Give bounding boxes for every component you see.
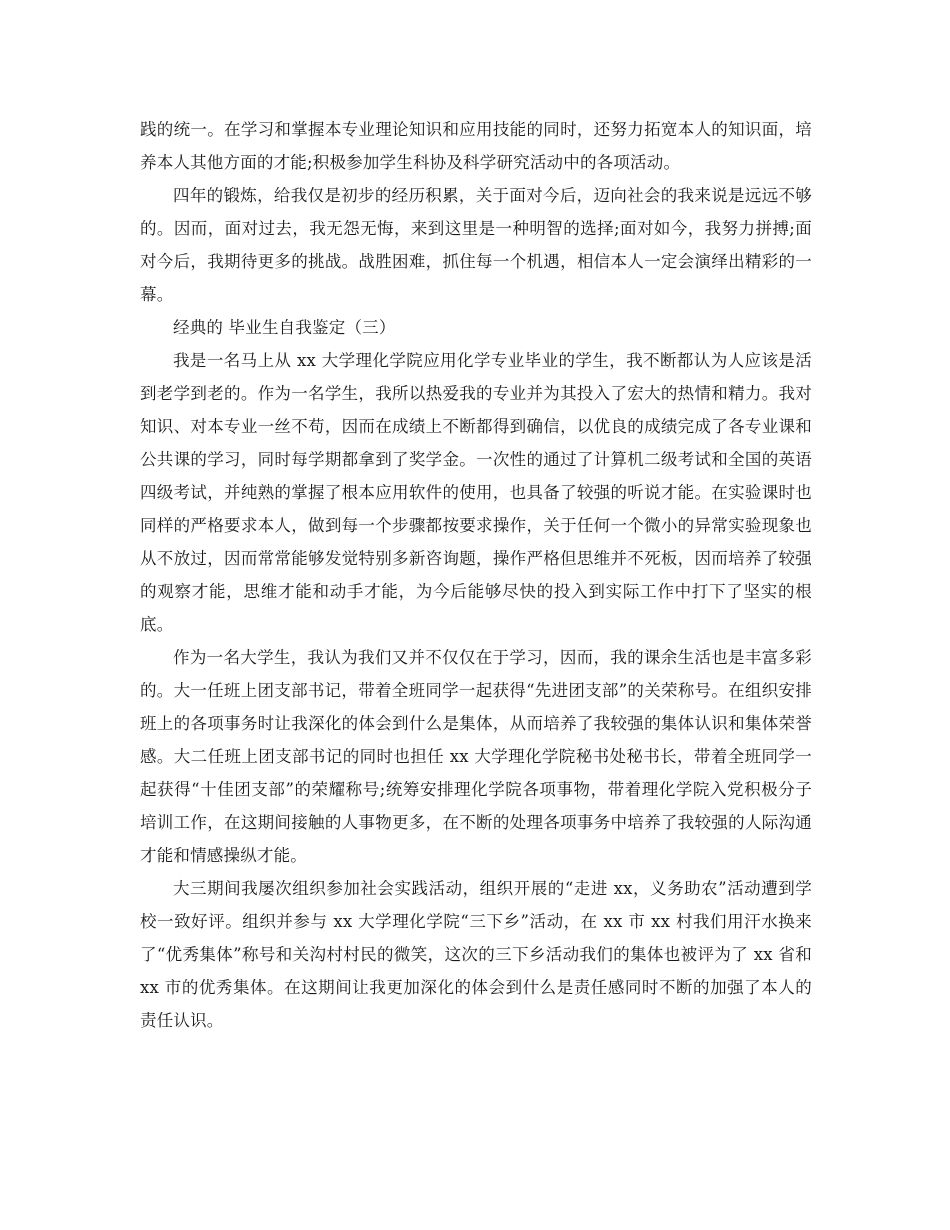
paragraph-continuation: 践的统一。在学习和掌握本专业理论知识和应用技能的同时，还努力拓宽本人的知识面，培养本人其他方面的才能;积极参加学生科协及科学研究活动中的各项活动。 (140, 120, 812, 172)
paragraph: 我是一名马上从 xx 大学理化学院应用化学专业毕业的学生，我不断都认为人应该是活到老学到老的。作为一名学生，我所以热爱我的专业并为其投入了宏大的热情和精力。我对知识、对本专业一丝不苟，因而在成绩上不断都得到确信，以优良的成绩完成了各专业课和公共课的学习，同时每学期都拿到了奖学金。一次性的通过了计算机二级考试和全国的英语四级考试，并纯熟的掌握了根本应用软件的使用，也具备了较强的听说才能。在实验课时也同样的严格要求本人，做到每一个步骤都按要求操作，关于任何一个微小的异常实验现象也从不放过，因而常常能够发觉特别多新咨询题，操作严格但思维并不死板，因而培养了较强的观察才能，思维才能和动手才能，为今后能够尽快的投入到实际工作中打下了坚实的根底。 (140, 351, 812, 634)
paragraph: 作为一名大学生，我认为我们又并不仅仅在于学习，因而，我的课余生活也是丰富多彩的。大一任班上团支部书记，带着全班同学一起获得“先进团支部”的关荣称号。在组织安排班上的各项事务时让我深化的体会到什么是集体，从而培养了我较强的集体认识和集体荣誉感。大二任班上团支部书记的同时也担任 xx 大学理化学院秘书处秘书长，带着全班同学一起获得“十佳团支部”的荣耀称号;统筹安排理化学院各项事物，带着理化学院入党积极分子培训工作，在这期间接触的人事物更多，在不断的处理各项事务中培养了我较强的人际沟通才能和情感操纵才能。 (140, 648, 812, 865)
section-heading: 经典的 毕业生自我鉴定（三） (173, 318, 396, 337)
document-body (140, 113, 812, 1037)
paragraph: 四年的锻炼，给我仅是初步的经历积累，关于面对今后，迈向社会的我来说是远远不够的。因而，面对过去，我无怨无悔，来到这里是一种明智的选择;面对如今，我努力拼搏;面对今后，我期待更多的挑战。战胜困难，抓住每一个机遇，相信本人一定会演绎出精彩的一幕。 (140, 186, 812, 304)
paragraph: 大三期间我屡次组织参加社会实践活动，组织开展的“走进 xx，义务助农”活动遭到学校一致好评。组织并参与 xx 大学理化学院“三下乡”活动，在 xx 市 xx 村我们用汗水换来了“优秀集体”称号和关沟村村民的微笑，这次的三下乡活动我们的集体也被评为了 xx 省和 xx 市的优秀集体。在这期间让我更加深化的体会到什么是责任感同时不断的加强了本人的责任认识。 (140, 879, 812, 1030)
